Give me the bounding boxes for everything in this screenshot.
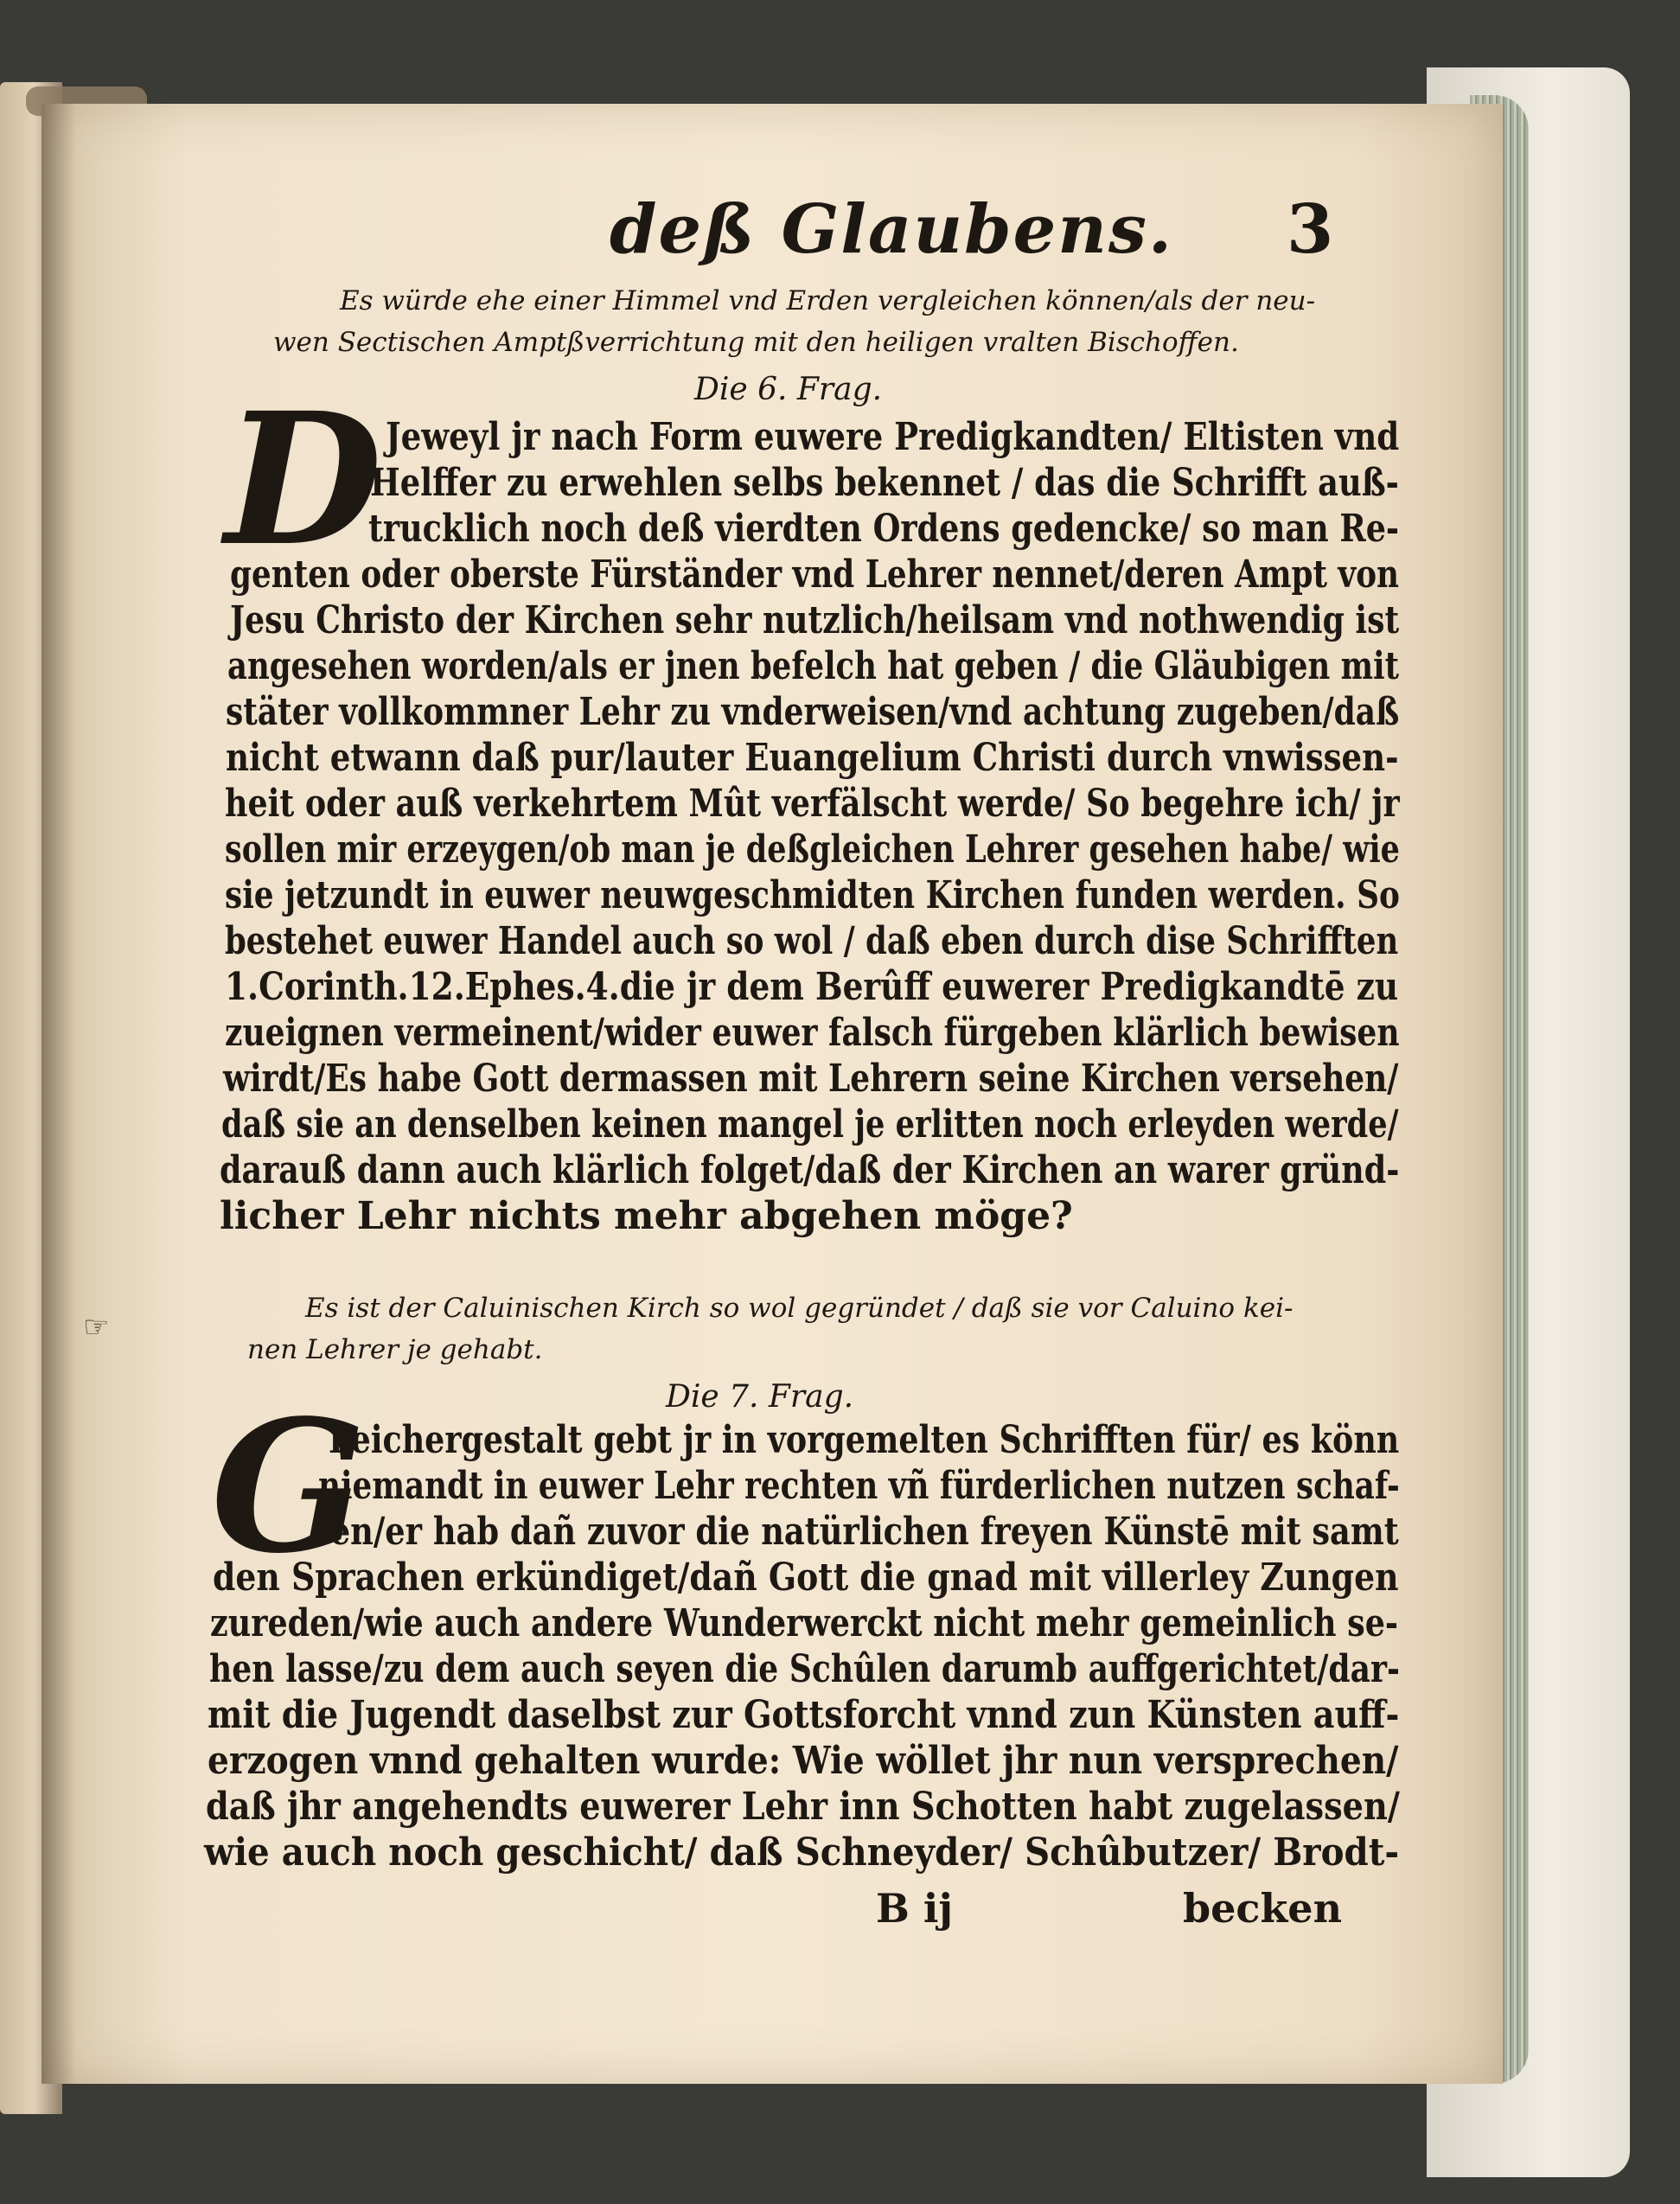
running-head: deß Glaubens. <box>610 190 1174 269</box>
signature-mark: B ij <box>876 1885 954 1932</box>
note-line: wen Sectischen Amptßverrichtung mit den heiligen vralten Bischoffen. <box>273 327 1239 358</box>
question-7-initial: G <box>211 1380 367 1594</box>
text-line: bestehet euwer Handel auch so wol / daß eben durch dise Schrifften <box>225 919 1399 963</box>
text-line: hen lasse/zu dem auch seyen die Schûlen darumb auffgerichtet/dar- <box>209 1647 1400 1691</box>
text-line: angesehen worden/als er jnen befelch hat geben / die Gläubigen mit <box>227 644 1399 688</box>
text-line: den Sprachen erkündiget/dañ Gott die gnad mit villerley Zungen <box>213 1556 1399 1600</box>
text-line: stäter vollkommner Lehr zu vnderweisen/vnd achtung zugeben/daß <box>226 690 1400 734</box>
text-line: Leichergestalt gebt jr in vorgemelten Schrifften für/ es könn <box>329 1418 1400 1462</box>
text-line: nicht etwann daß pur/lauter Euangelium Christi durch vnwissen- <box>226 736 1399 780</box>
text-line: wirdt/Es habe Gott dermassen mit Lehrern seine Kirchen versehen/ <box>223 1057 1399 1101</box>
text-line: daß sie an denselben keinen mangel je erlitten noch erleyden werde/ <box>221 1102 1399 1147</box>
page-number: 3 <box>1287 190 1334 269</box>
question-7-heading: Die 7. Frag. <box>666 1379 854 1415</box>
text-line: Jesu Christo der Kirchen sehr nutzlich/heilsam vnd nothwendig ist <box>230 598 1400 642</box>
book-page <box>42 104 1503 2084</box>
text-line: wie auch noch geschicht/ daß Schneyder/ Schûbutzer/ Brodt- <box>204 1830 1400 1875</box>
text-line: niemandt in euwer Lehr rechten vñ fürderlichen nutzen schaf- <box>318 1464 1400 1508</box>
text-line: licher Lehr nichts mehr abgehen möge? <box>220 1194 1073 1238</box>
text-line: 1.Corinth.12.Ephes.4.die jr dem Berûff euwerer Predigkandtē zu <box>225 965 1399 1009</box>
text-line: sie jetzundt in euwer neuwgeschmidten Kirchen funden werden. So <box>225 873 1400 917</box>
text-line: zueignen vermeinent/wider euwer falsch fürgeben klärlich bewisen <box>225 1011 1400 1055</box>
catchword: becken <box>1183 1885 1343 1932</box>
note-line: Es würde ehe einer Himmel vnd Erden vergleichen können/als der neu- <box>340 285 1316 316</box>
text-line: darauß dann auch klärlich folget/daß der Kirchen an warer gründ- <box>220 1148 1400 1192</box>
question-6-initial: D <box>225 373 383 586</box>
text-line: erzogen vnnd gehalten wurde: Wie wöllet jhr nun versprechen/ <box>208 1739 1399 1783</box>
question-6-heading: Die 6. Frag. <box>694 372 883 407</box>
note-line: Es ist der Caluinischen Kirch so wol gegründet / daß sie vor Caluino kei- <box>305 1293 1294 1324</box>
text-line: heit oder auß verkehrtem Mût verfälscht werde/ So begehre ich/ jr <box>225 782 1400 826</box>
text-line: sollen mir erzeygen/ob man je deßgleichen Lehrer gesehen habe/ wie <box>225 827 1400 872</box>
text-line: fen/er hab dañ zuvor die natürlichen freyen Künstē mit samt <box>316 1510 1399 1554</box>
pointing-hand-mark: ☞ <box>83 1310 110 1345</box>
gutter-shadow <box>42 104 76 2084</box>
text-line: zureden/wie auch andere Wunderwerckt nicht mehr gemeinlich se- <box>210 1601 1399 1645</box>
text-line: trucklich noch deß vierdten Ordens gedencke/ so man Re- <box>368 507 1400 551</box>
text-line: Jeweyl jr nach Form euwere Predigkandten/ Eltisten vnd <box>386 415 1400 459</box>
note-line: nen Lehrer je gehabt. <box>247 1334 543 1365</box>
text-line: daß jhr angehendts euwerer Lehr inn Schotten habt zugelassen/ <box>206 1785 1400 1829</box>
text-line: genten oder oberste Fürständer vnd Lehrer nennet/deren Ampt von <box>230 553 1400 597</box>
text-line: mit die Jugendt daselbst zur Gottsforcht vnnd zun Künsten auff- <box>208 1693 1400 1737</box>
text-line: Helffer zu erwehlen selbs bekennet / das die Schrifft auß- <box>370 461 1399 505</box>
